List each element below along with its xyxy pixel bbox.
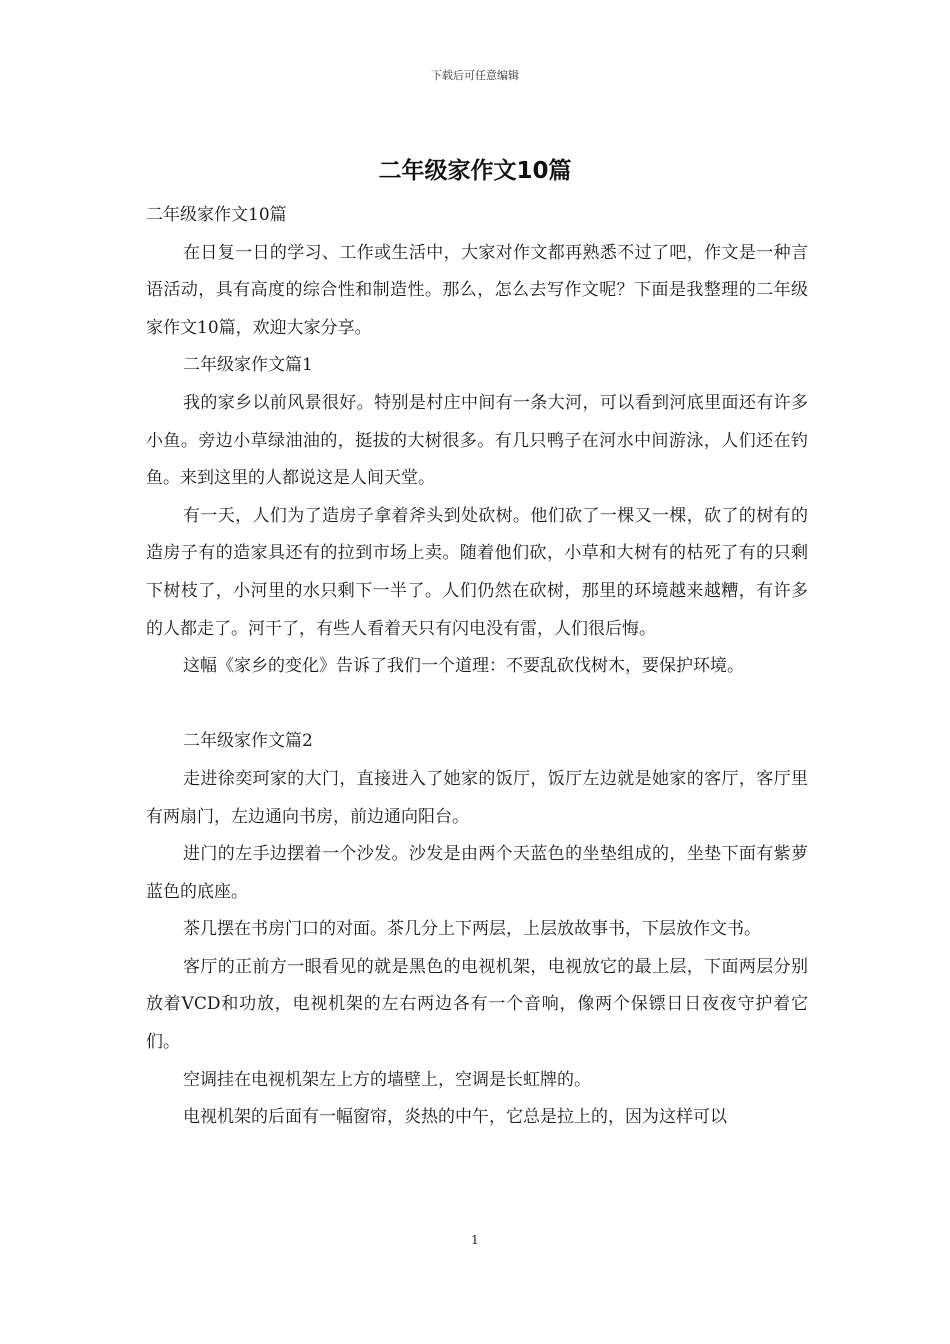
intro-paragraph: 在日复一日的学习、工作或生活中，大家对作文都再熟悉不过了吧，作文是一种言语活动，具有高度的综合性和制造性。那么，怎么去写作文呢？下面是我整理的二年级家作文10篇，欢迎大家分享。 [146, 242, 808, 338]
paragraph: 电视机架的后面有一幅窗帘，炎热的中午，它总是拉上的，因为这样可以 [183, 1107, 727, 1128]
header-note: 下载后可任意编辑 [431, 69, 519, 82]
paragraph: 有一天，人们为了造房子拿着斧头到处砍树。他们砍了一棵又一棵，砍了的树有的造房子有的造家具还有的拉到市场上卖。随着他们砍，小草和大树有的枯死了有的只剩下树枝了，小河里的水只剩下一半了。人们仍然在砍树，那里的环境越来越糟，有许多的人都走了。河干了，有些人看着天只有闪电没有雷，人们很后悔。 [146, 505, 808, 639]
section-heading-2: 二年级家作文篇2 [183, 731, 313, 752]
paragraph: 客厅的正前方一眼看见的就是黑色的电视机架，电视放它的最上层，下面两层分别放着VCD和功放，电视机架的左右两边各有一个音响，像两个保镖日日夜夜守护着它们。 [146, 956, 808, 1053]
paragraph: 这幅《家乡的变化》告诉了我们一个道理：不要乱砍伐树木，要保护环境。 [183, 656, 744, 677]
paragraph: 我的家乡以前风景很好。特别是村庄中间有一条大河，可以看到河底里面还有许多小鱼。旁边小草绿油油的，挺拔的大树很多。有几只鸭子在河水中间游泳，人们还在钓鱼。来到这里的人都说这是人间天堂。 [146, 392, 808, 489]
section-heading-1: 二年级家作文篇1 [183, 355, 313, 376]
paragraph: 进门的左手边摆着一个沙发。沙发是由两个天蓝色的坐垫组成的，坐垫下面有紫萝蓝色的底座。 [146, 844, 808, 902]
page-number: 1 [471, 1233, 479, 1247]
paragraph: 走进徐奕珂家的大门，直接进入了她家的饭厅，饭厅左边就是她家的客厅，客厅里有两扇门，左边通向书房，前边通向阳台。 [146, 768, 808, 827]
document-body [146, 197, 808, 1137]
paragraph: 空调挂在电视机架左上方的墙壁上，空调是长虹牌的。 [183, 1069, 591, 1090]
paragraph: 茶几摆在书房门口的对面。茶几分上下两层，上层放故事书，下层放作文书。 [183, 919, 761, 940]
document-title: 二年级家作文10篇 [378, 158, 572, 184]
subtitle-line: 二年级家作文10篇 [146, 205, 287, 225]
